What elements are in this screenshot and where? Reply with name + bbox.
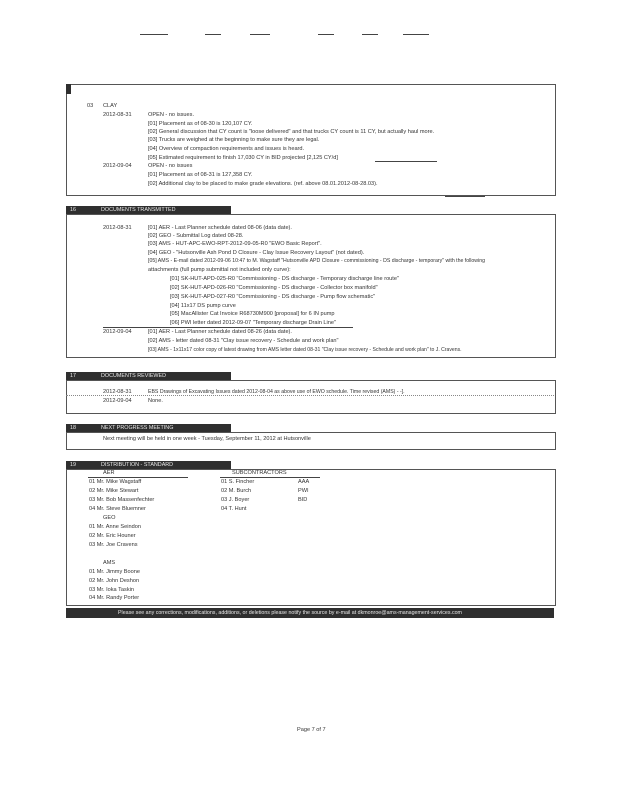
transmitted-date-1: 2012-08-31 xyxy=(103,225,132,231)
clay-date-2: 2012-09-04 xyxy=(103,163,132,169)
clay-line: OPEN - no issues xyxy=(148,163,193,169)
transmitted-line: [02] AMS - letter dated 08-31 "Clay issue recovery - Schedule and work plan" xyxy=(148,338,339,344)
subcontractor-name: 01 S. Fincher xyxy=(221,479,255,485)
docs-transmitted-header-bar xyxy=(66,206,231,214)
attachment-line: [03] SK-HUT-APD-027-R0 "Commissioning - DS discharge - Pump flow schematic" xyxy=(170,294,376,300)
header-rule-5 xyxy=(362,34,378,35)
reviewed-date-1: 2012-08-31 xyxy=(103,389,132,395)
clay-line: [05] Estimated requirement to finish 17,030 CY in BID projected [2,125 CY/d] xyxy=(148,155,338,161)
ams-person: 04 Mr. Randy Porter xyxy=(89,595,140,601)
distribution-title: DISTRIBUTION - STANDARD xyxy=(101,462,174,468)
ams-person: 03 Mr. Ioka Taskin xyxy=(89,587,134,593)
attachment-line: [02] SK-HUT-APD-026-R0 "Commissioning - DS discharge - Collector box manifold" xyxy=(170,285,378,291)
transmitted-line: [03] AMS - 1x11x17 color copy of latest drawing from AMS letter dated 08-31 "Clay issue recovery - Schedule and work plan" to J. Cravens. xyxy=(148,347,462,353)
geo-person: 03 Mr. Joe Cravens xyxy=(89,542,138,548)
geo-person: 02 Mr. Eric Houner xyxy=(89,533,136,539)
page-number: Page 7 of 7 xyxy=(297,727,326,733)
subcontractor-code: BID xyxy=(298,497,308,503)
header-rule-4 xyxy=(318,34,334,35)
clay-line: [01] Placement as of 08-30 is 120,107 CY. xyxy=(148,121,253,127)
next-meeting-header-bar xyxy=(66,424,231,432)
docs-transmitted-number: 16 xyxy=(70,207,76,213)
docs-transmitted-title: DOCUMENTS TRANSMITTED xyxy=(101,207,176,213)
attachment-line: [06] PWI letter dated 2012-09-07 "Temporary discharge Drain Line" xyxy=(170,320,336,326)
subcontractor-code: AAA xyxy=(298,479,310,485)
subcontractor-name: 02 M. Burch xyxy=(221,488,252,494)
transmitted-line: [02] GEO - Submittal Log dated 08-28. xyxy=(148,233,244,239)
transmitted-line: [03] AMS - HUT-APC-EWO-RPT-2012-09-05-R0 "EWO Basic Report". xyxy=(148,241,322,247)
clay-line: [01] Placement as of 08-31 is 127,358 CY. xyxy=(148,172,253,178)
header-rule-2 xyxy=(205,34,221,35)
subcontractor-code: PWI xyxy=(298,488,309,494)
header-rule-1 xyxy=(140,34,168,35)
clay-line: [02] Additional clay to be placed to make grade elevations. (ref. above 08.01.2012-08-28.03). xyxy=(148,181,378,187)
transmitted-line: [04] GEO - "Hutsonville Ash Pond D Closure - Clay Issue Recovery Layout" (not dated). xyxy=(148,250,365,256)
distribution-header-bar xyxy=(66,461,231,469)
transmitted-date-2: 2012-09-04 xyxy=(103,329,132,335)
attachment-line: [01] SK-HUT-APD-025-R0 "Commissioning - DS discharge - Temporary discharge line route" xyxy=(170,276,399,282)
aer-person: 04 Mr. Steve Bluemner xyxy=(89,506,146,512)
subcontractors-label-underline xyxy=(220,477,320,478)
docs-reviewed-title: DOCUMENTS REVIEWED xyxy=(101,373,166,379)
clay-date-1: 2012-08-31 xyxy=(103,112,132,118)
reviewed-date-2: 2012-09-04 xyxy=(103,398,132,404)
aer-label: AER xyxy=(103,470,115,476)
ams-label: AMS xyxy=(103,560,116,566)
distribution-number: 19 xyxy=(70,462,76,468)
transmitted-line: attachments (full pump submittal not included only curve): xyxy=(148,267,291,273)
subcontractor-name: 04 T. Hunt xyxy=(221,506,247,512)
ams-person: 02 Mr. John Deshon xyxy=(89,578,140,584)
aer-person: 02 Mr. Mike Stewart xyxy=(89,488,139,494)
reviewed-line: EBS Drawings of Excavating Issues dated 2012-08-04 as above use of EWO schedule. Time revised (AMS) - -]. xyxy=(148,389,405,395)
docs-reviewed-box xyxy=(66,380,556,414)
ams-person: 01 Mr. Jimmy Boone xyxy=(89,569,140,575)
docs-reviewed-header-bar xyxy=(66,372,231,380)
transmitted-line: [05] AMS - E-mail dated 2012-09-06 10:47 to M. Wagstaff "Hutsonville APD Closure - commissioning - DS discharge - temporary" with the following xyxy=(148,258,485,264)
reviewed-line: None. xyxy=(148,398,163,404)
clay-line: [02] General discussion that CY count is "loose delivered" and that trucks CY count is 11 CY, but actually haul more. xyxy=(148,129,435,135)
clay-line: [04] Overview of compaction requirements and issues is heard. xyxy=(148,146,305,152)
docs-reviewed-number: 17 xyxy=(70,373,76,379)
footer-notice-bar xyxy=(66,608,554,618)
clay-underline xyxy=(445,196,485,197)
clay-line: OPEN - no issues. xyxy=(148,112,195,118)
next-meeting-number: 18 xyxy=(70,425,76,431)
transmitted-line: [01] AER - Last Planner schedule dated 08-26 (data date). xyxy=(148,329,292,335)
next-meeting-title: NEXT PROGRESS MEETING xyxy=(101,425,174,431)
attachment-line: [04] 11x17 DS pump curve xyxy=(170,303,236,309)
aer-person: 01 Mr. Mike Wagstaff xyxy=(89,479,142,485)
clay-section-marker xyxy=(66,84,71,94)
clay-title: CLAY xyxy=(103,103,118,109)
aer-person: 03 Mr. Bob Massenfechter xyxy=(89,497,155,503)
footer-notice-text: Please see any corrections, modifications, additions, or deletions please notify the source by e-mail at dkmonroe@ams-management-services.com xyxy=(118,610,462,616)
geo-person: 01 Mr. Anne Seindon xyxy=(89,524,141,530)
distribution-box xyxy=(66,469,556,606)
geo-label: GEO xyxy=(103,515,116,521)
aer-label-underline xyxy=(88,477,188,478)
attachment-line: [05] MacAllister Cat Invoice R68730M900 [proposal] for 6 IN pump xyxy=(170,311,335,317)
transmitted-separator xyxy=(103,327,353,328)
clay-number: 03 xyxy=(87,103,94,109)
clay-underline xyxy=(375,161,437,162)
transmitted-line: [01] AER - Last Planner schedule dated 08-06 (data date). xyxy=(148,225,292,231)
subcontractor-name: 03 J. Boyer xyxy=(221,497,250,503)
clay-line: [03] Trucks are weighed at the beginning to make sure they are legal. xyxy=(148,137,320,143)
next-meeting-text: Next meeting will be held in one week - Tuesday, September 11, 2012 at Hutsonville xyxy=(103,436,311,442)
header-rule-3 xyxy=(250,34,270,35)
subcontractors-label: SUBCONTRACTORS xyxy=(232,470,287,476)
header-rule-6 xyxy=(403,34,429,35)
